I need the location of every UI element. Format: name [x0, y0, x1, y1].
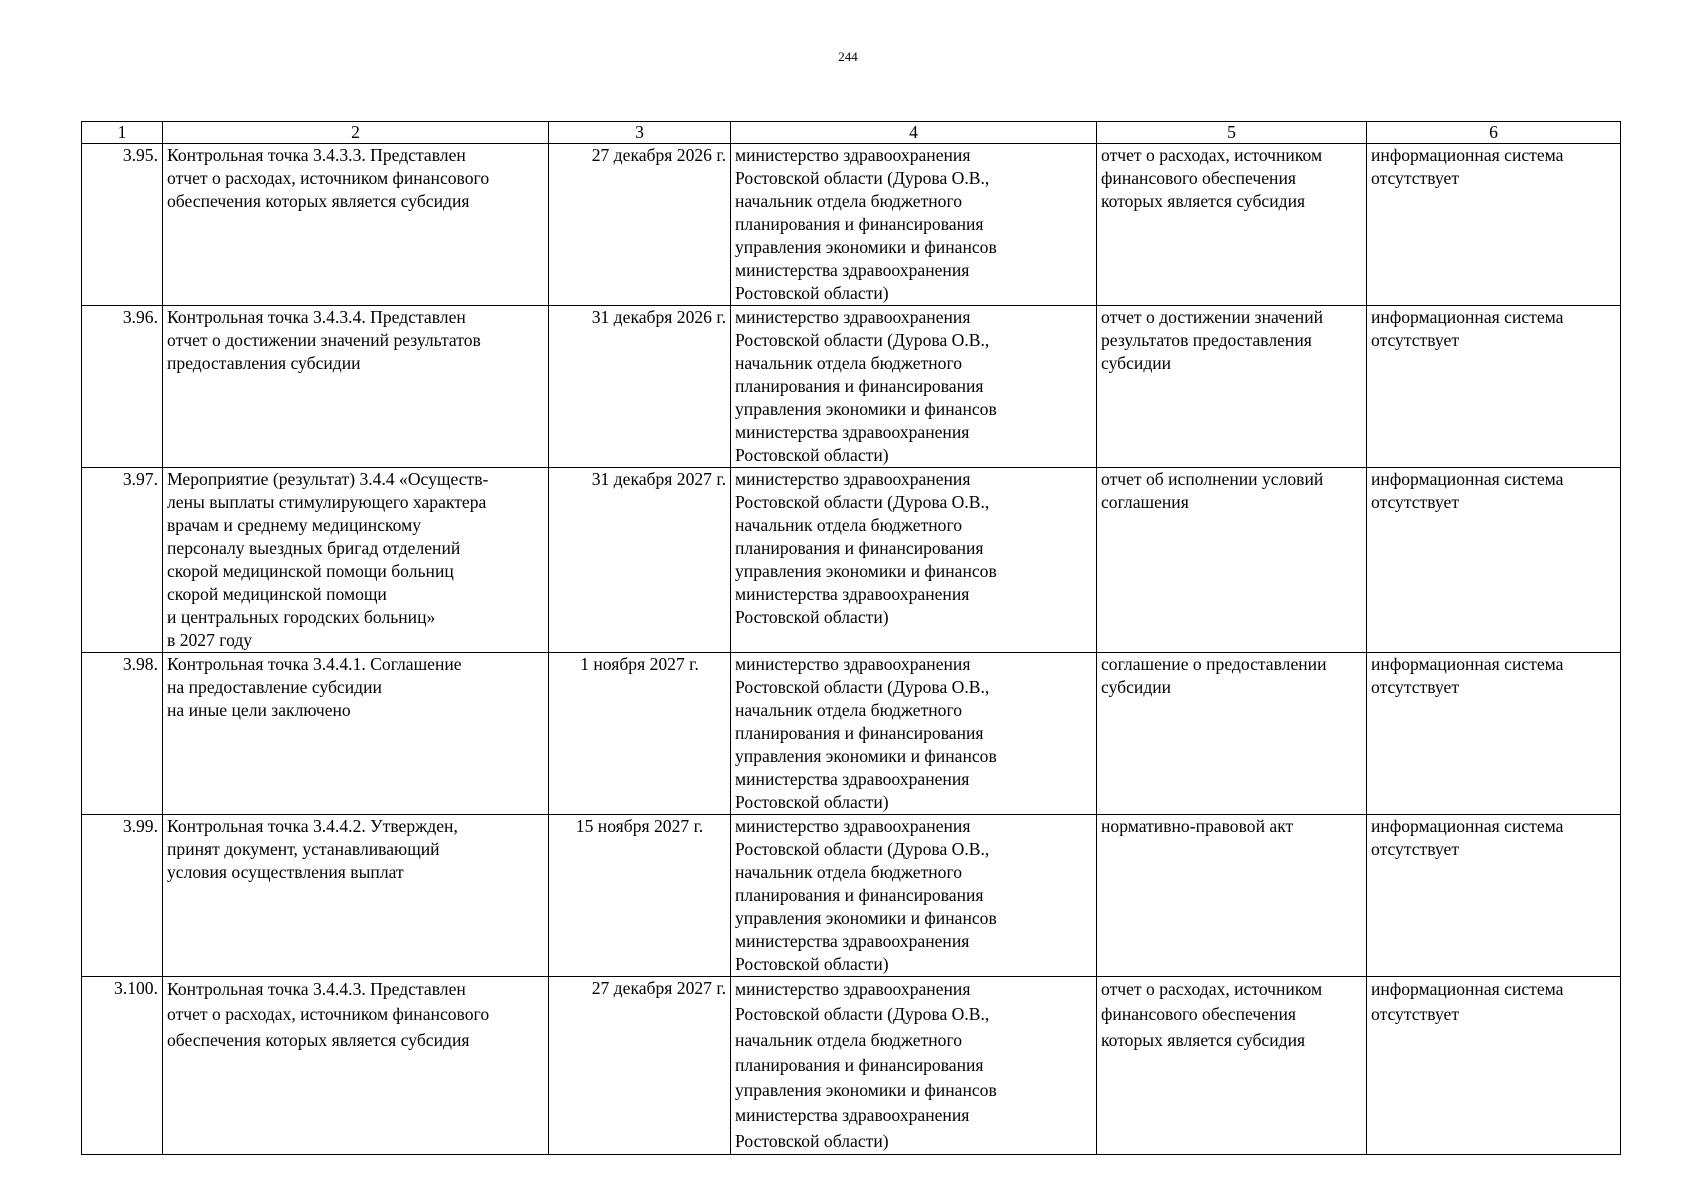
- cell-line: информационная система: [1371, 979, 1564, 999]
- date-cell: 1 ноября 2027 г.: [549, 653, 731, 815]
- cell-line: министерство здравоохранения: [735, 816, 971, 836]
- cell-line: министерство здравоохранения: [735, 654, 971, 674]
- table-header: [82, 122, 1621, 144]
- cell-line: обеспечения которых является субсидия: [167, 1029, 470, 1050]
- description-cell: [163, 653, 549, 815]
- date-cell: 15 ноября 2027 г.: [549, 815, 731, 977]
- info-system-cell: [1367, 306, 1621, 468]
- cell-line: субсидии: [1101, 353, 1172, 373]
- row-number-cell: 3.97.: [82, 468, 163, 653]
- table-row: [82, 468, 1621, 653]
- cell-line: врачам и среднему медицинскому: [167, 515, 422, 535]
- table-row: [82, 653, 1621, 815]
- cell-line: министерства здравоохранения: [735, 769, 970, 789]
- date-cell: 27 декабря 2027 г.: [549, 977, 731, 1155]
- cell-line: на предоставление субсидии: [167, 677, 382, 697]
- cell-line: персоналу выездных бригад отделений: [167, 538, 461, 558]
- cell-line: министерства здравоохранения: [735, 584, 970, 604]
- cell-line: финансового обеспечения: [1101, 168, 1296, 188]
- cell-line: предоставления субсидии: [167, 353, 361, 373]
- cell-line: нормативно-правовой акт: [1101, 816, 1294, 836]
- cell-line: информационная система: [1371, 307, 1564, 327]
- cell-line: Ростовской области): [735, 607, 889, 627]
- info-system-cell: [1367, 815, 1621, 977]
- cell-line: планирования и финансирования: [735, 723, 984, 743]
- cell-line: планирования и финансирования: [735, 538, 984, 558]
- column-header-info-system: 6: [1367, 122, 1621, 144]
- cell-line: планирования и финансирования: [735, 885, 984, 905]
- cell-line: Ростовской области): [735, 792, 889, 812]
- cell-line: Ростовской области (Дурова О.В.,: [735, 168, 990, 188]
- cell-line: Ростовской области): [735, 283, 889, 303]
- cell-line: отсутствует: [1371, 330, 1460, 350]
- description-cell: [163, 468, 549, 653]
- cell-line: Мероприятие (результат) 3.4.4 «Осуществ-: [167, 469, 489, 489]
- info-system-cell: [1367, 977, 1621, 1155]
- cell-line: скорой медицинской помощи: [167, 584, 387, 604]
- cell-line: министерства здравоохранения: [735, 931, 970, 951]
- cell-line: министерства здравоохранения: [735, 422, 970, 442]
- column-header-description: 2: [163, 122, 549, 144]
- document-cell: [1097, 815, 1367, 977]
- cell-line: обеспечения которых является субсидия: [167, 191, 470, 211]
- cell-line: начальник отдела бюджетного: [735, 700, 963, 720]
- row-number-cell: 3.98.: [82, 653, 163, 815]
- cell-line: управления экономики и финансов: [735, 908, 997, 928]
- cell-line: отчет о расходах, источником: [1101, 979, 1323, 999]
- document-cell: [1097, 977, 1367, 1155]
- cell-line: Ростовской области (Дурова О.В.,: [735, 492, 990, 512]
- description-cell: [163, 815, 549, 977]
- cell-line: информационная система: [1371, 654, 1564, 674]
- cell-line: отсутствует: [1371, 492, 1460, 512]
- cell-line: начальник отдела бюджетного: [735, 862, 963, 882]
- cell-line: отчет о расходах, источником финансового: [167, 168, 490, 188]
- row-number-cell: 3.95.: [82, 144, 163, 306]
- cell-line: Ростовской области): [735, 445, 889, 465]
- cell-line: начальник отдела бюджетного: [735, 191, 963, 211]
- cell-line: которых является субсидия: [1101, 1029, 1306, 1050]
- cell-line: Контрольная точка 3.4.4.3. Представлен: [167, 979, 466, 999]
- cell-line: планирования и финансирования: [735, 1054, 984, 1075]
- description-cell: [163, 306, 549, 468]
- responsible-cell: [731, 306, 1097, 468]
- cell-line: отсутствует: [1371, 839, 1460, 859]
- cell-line: финансового обеспечения: [1101, 1004, 1296, 1025]
- document-cell: [1097, 653, 1367, 815]
- cell-line: Контрольная точка 3.4.3.4. Представлен: [167, 307, 466, 327]
- description-cell: [163, 144, 549, 306]
- cell-line: управления экономики и финансов: [735, 399, 997, 419]
- column-header-document: 5: [1097, 122, 1367, 144]
- cell-line: отчет о расходах, источником: [1101, 145, 1323, 165]
- date-cell: 27 декабря 2026 г.: [549, 144, 731, 306]
- cell-line: и центральных городских больниц»: [167, 607, 436, 627]
- cell-line: управления экономики и финансов: [735, 237, 997, 257]
- responsible-cell: [731, 468, 1097, 653]
- cell-line: информационная система: [1371, 145, 1564, 165]
- cell-line: управления экономики и финансов: [735, 746, 997, 766]
- cell-line: Ростовской области (Дурова О.В.,: [735, 839, 990, 859]
- responsible-cell: [731, 144, 1097, 306]
- cell-line: Ростовской области (Дурова О.В.,: [735, 330, 990, 350]
- row-number-cell: 3.99.: [82, 815, 163, 977]
- cell-line: отчет об исполнении условий: [1101, 469, 1324, 489]
- control-points-table: [81, 121, 1621, 1155]
- cell-line: министерство здравоохранения: [735, 307, 971, 327]
- cell-line: министерства здравоохранения: [735, 1105, 970, 1126]
- cell-line: лены выплаты стимулирующего характера: [167, 492, 487, 512]
- cell-line: министерство здравоохранения: [735, 469, 971, 489]
- cell-line: результатов предоставления: [1101, 330, 1312, 350]
- cell-line: управления экономики и финансов: [735, 1080, 997, 1101]
- cell-line: отчет о достижении значений: [1101, 307, 1324, 327]
- table-row: [82, 977, 1621, 1155]
- description-cell: [163, 977, 549, 1155]
- cell-line: соглашения: [1101, 492, 1189, 512]
- responsible-cell: [731, 977, 1097, 1155]
- table-row: [82, 306, 1621, 468]
- table-body: [82, 144, 1621, 1155]
- column-header-date: 3: [549, 122, 731, 144]
- cell-line: министерство здравоохранения: [735, 979, 971, 999]
- cell-line: принят документ, устанавливающий: [167, 839, 440, 859]
- cell-line: Ростовской области (Дурова О.В.,: [735, 1004, 990, 1025]
- page-number: 244: [838, 49, 858, 64]
- cell-line: начальник отдела бюджетного: [735, 1029, 963, 1050]
- info-system-cell: [1367, 653, 1621, 815]
- cell-line: отсутствует: [1371, 677, 1460, 697]
- table-row: [82, 144, 1621, 306]
- cell-line: министерства здравоохранения: [735, 260, 970, 280]
- cell-line: скорой медицинской помощи больниц: [167, 561, 454, 581]
- cell-line: субсидии: [1101, 677, 1172, 697]
- info-system-cell: [1367, 468, 1621, 653]
- date-cell: 31 декабря 2026 г.: [549, 306, 731, 468]
- responsible-cell: [731, 653, 1097, 815]
- cell-line: в 2027 году: [167, 630, 253, 650]
- cell-line: условия осуществления выплат: [167, 862, 404, 882]
- cell-line: соглашение о предоставлении: [1101, 654, 1327, 674]
- column-header-responsible: 4: [731, 122, 1097, 144]
- cell-line: отсутствует: [1371, 168, 1460, 188]
- cell-line: управления экономики и финансов: [735, 561, 997, 581]
- cell-line: Ростовской области (Дурова О.В.,: [735, 677, 990, 697]
- cell-line: отсутствует: [1371, 1004, 1460, 1025]
- cell-line: начальник отдела бюджетного: [735, 353, 963, 373]
- row-number-cell: 3.100.: [82, 977, 163, 1155]
- table-row: [82, 815, 1621, 977]
- cell-line: Контрольная точка 3.4.4.1. Соглашение: [167, 654, 462, 674]
- cell-line: отчет о достижении значений результатов: [167, 330, 481, 350]
- cell-line: которых является субсидия: [1101, 191, 1306, 211]
- cell-line: планирования и финансирования: [735, 376, 984, 396]
- document-cell: [1097, 306, 1367, 468]
- info-system-cell: [1367, 144, 1621, 306]
- cell-line: информационная система: [1371, 816, 1564, 836]
- date-cell: 31 декабря 2027 г.: [549, 468, 731, 653]
- cell-line: на иные цели заключено: [167, 700, 351, 720]
- cell-line: начальник отдела бюджетного: [735, 515, 963, 535]
- cell-line: министерство здравоохранения: [735, 145, 971, 165]
- row-number-cell: 3.96.: [82, 306, 163, 468]
- cell-line: информационная система: [1371, 469, 1564, 489]
- cell-line: отчет о расходах, источником финансового: [167, 1004, 490, 1025]
- cell-line: Ростовской области): [735, 1130, 889, 1151]
- cell-line: Ростовской области): [735, 954, 889, 974]
- document-cell: [1097, 468, 1367, 653]
- responsible-cell: [731, 815, 1097, 977]
- cell-line: Контрольная точка 3.4.3.3. Представлен: [167, 145, 466, 165]
- header-row: [82, 122, 1621, 144]
- column-header-number: 1: [82, 122, 163, 144]
- cell-line: планирования и финансирования: [735, 214, 984, 234]
- cell-line: Контрольная точка 3.4.4.2. Утвержден,: [167, 816, 458, 836]
- document-cell: [1097, 144, 1367, 306]
